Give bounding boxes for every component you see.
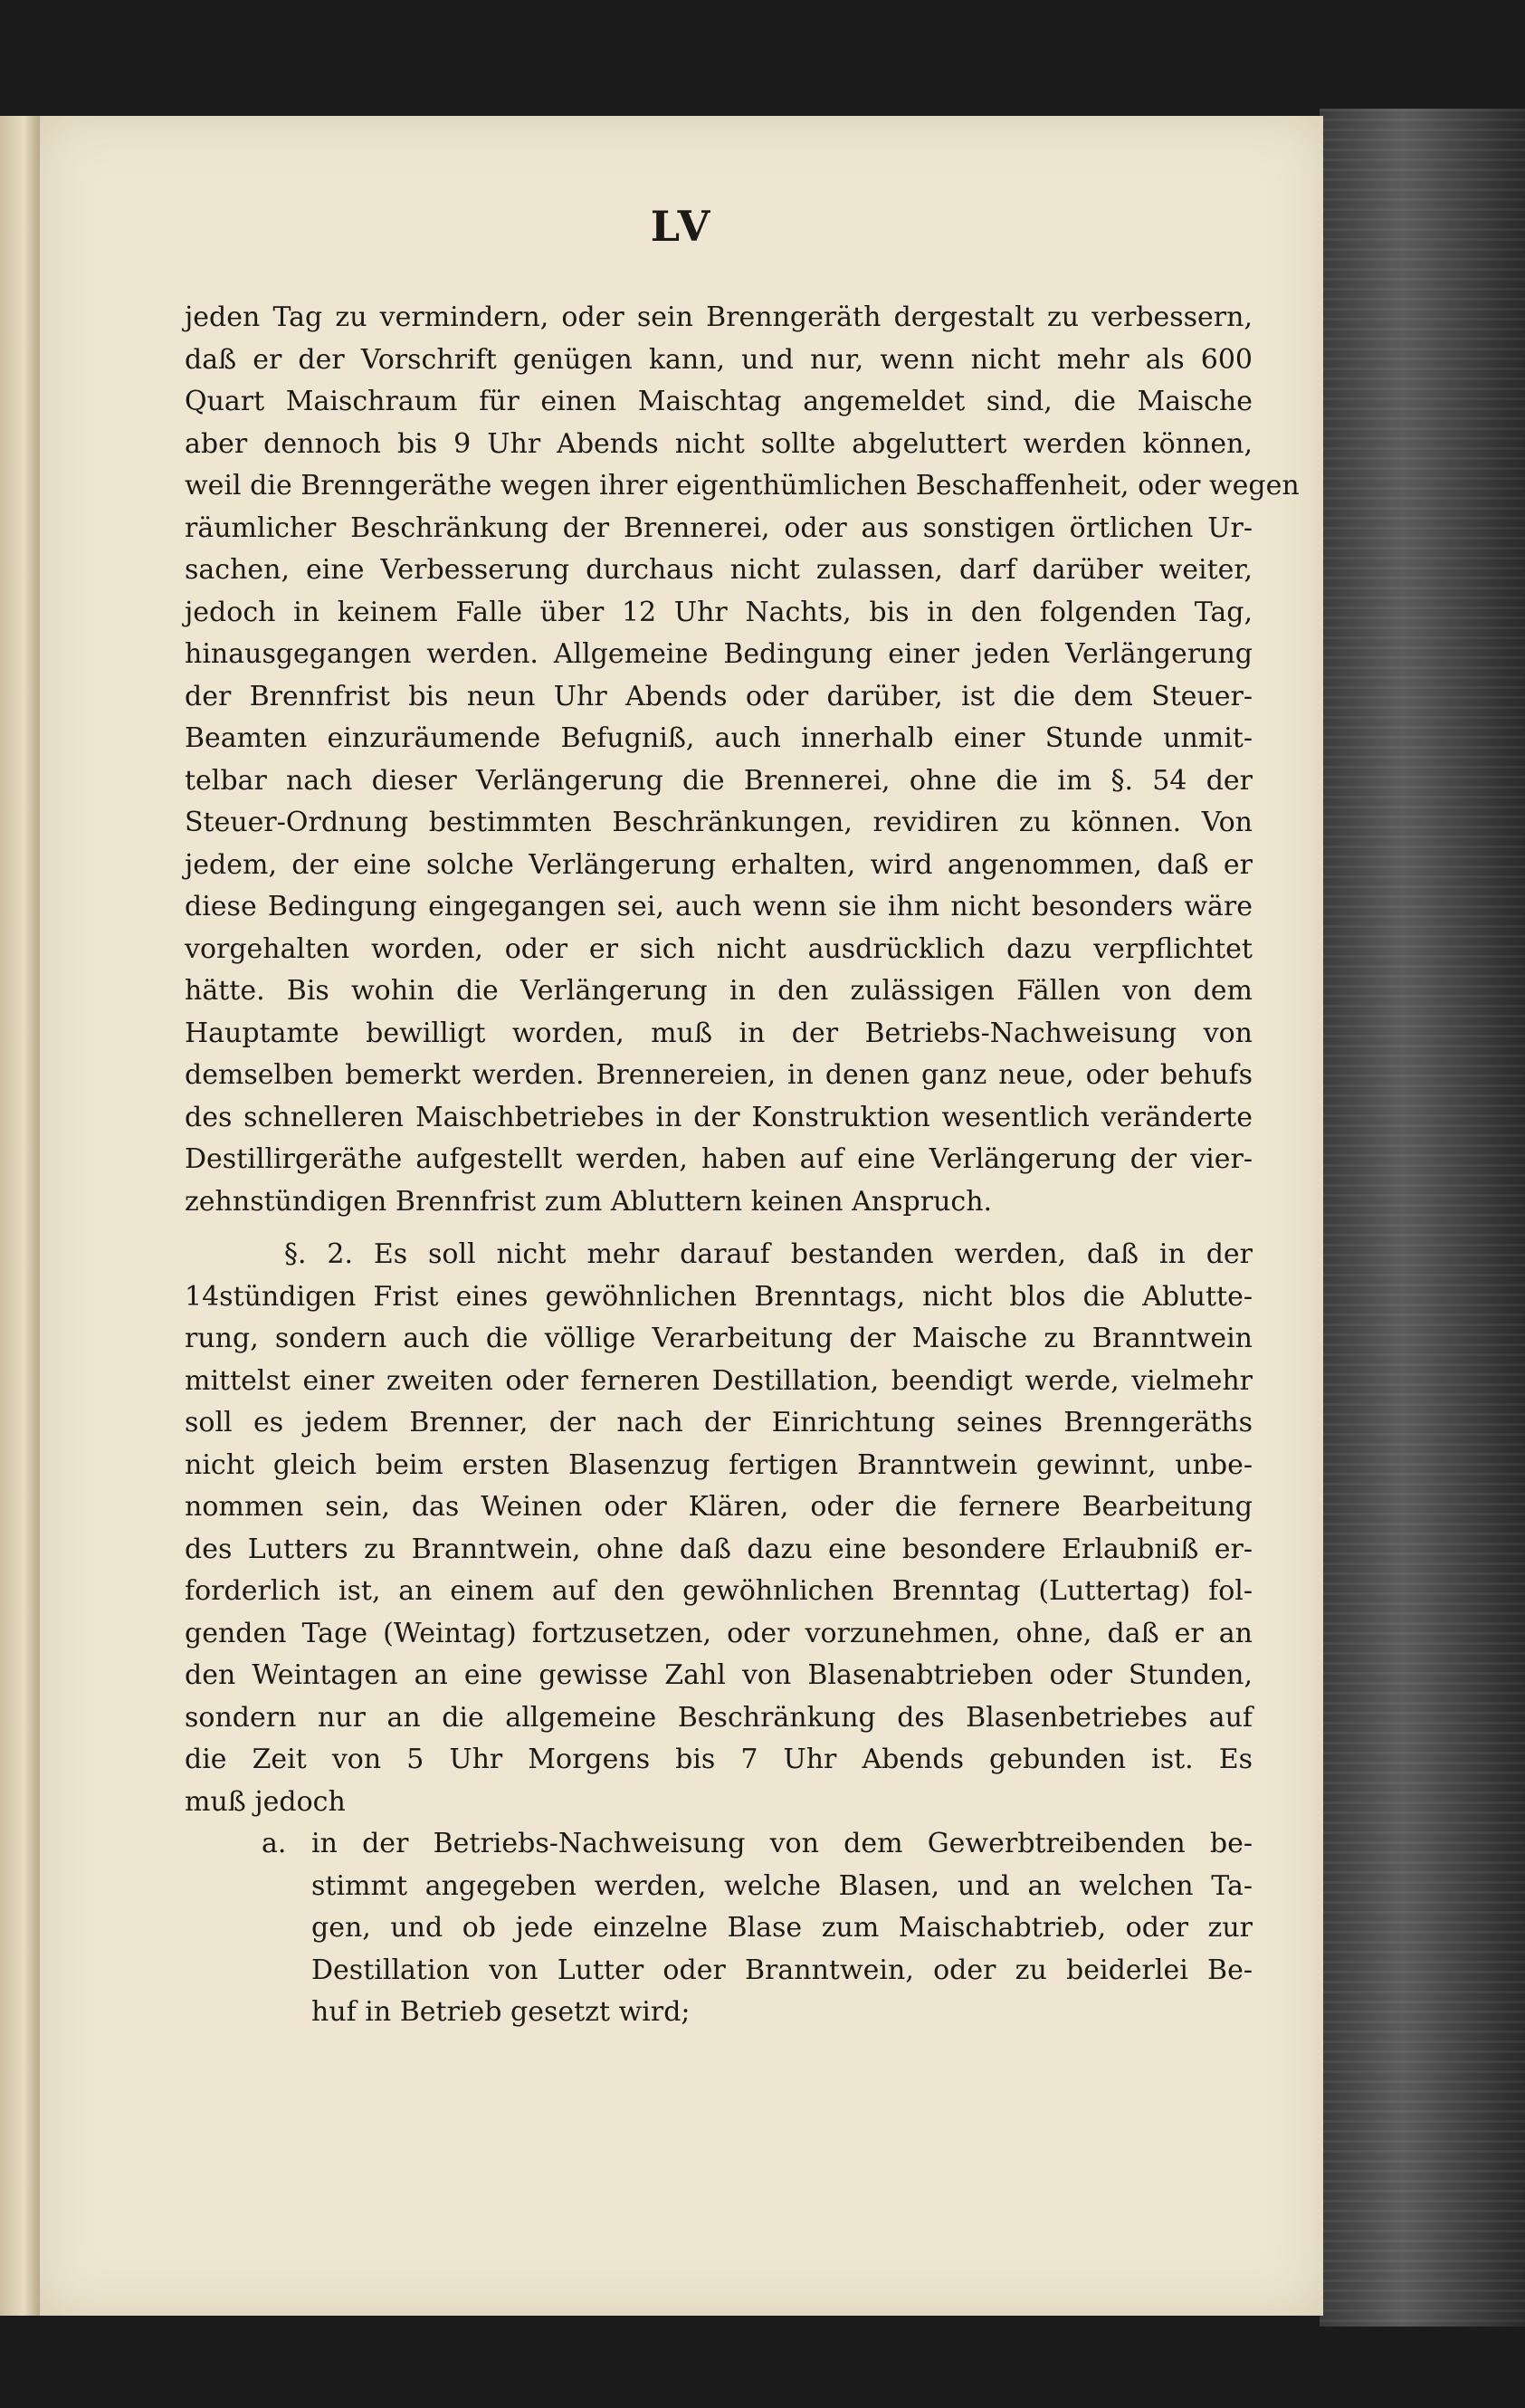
text-line: jeden Tag zu vermindern, oder sein Brenngeräth dergestalt zu verbessern, <box>185 301 1253 333</box>
text-line: jedoch in keinem Falle über 12 Uhr Nachts, bis in den folgenden Tag, <box>185 596 1253 628</box>
item-line: gen, und ob jede einzelne Blase zum Maischabtrieb, oder zur <box>311 1912 1253 1944</box>
left-page-edge <box>0 116 40 2316</box>
item-line: stimmt angegeben werden, welche Blasen, und an welchen Ta- <box>311 1869 1253 1902</box>
text-line: vorgehalten worden, oder er sich nicht ausdrücklich dazu verpflichtet <box>185 932 1253 965</box>
text-line: der Brennfrist bis neun Uhr Abends oder darüber, ist die dem Steuer- <box>185 680 1253 712</box>
item-marker: a. <box>262 1828 287 1859</box>
text-line: hätte. Bis wohin die Verlängerung in den zulässigen Fällen von dem <box>185 975 1253 1007</box>
text-line: den Weintagen an eine gewisse Zahl von Blasenabtrieben oder Stunden, <box>185 1659 1253 1691</box>
item-line: Destillation von Lutter oder Branntwein, oder zu beiderlei Be- <box>311 1954 1253 1986</box>
text-block <box>185 297 1300 2034</box>
text-line: jedem, der eine solche Verlängerung erhalten, wird angenommen, daß er <box>185 848 1253 881</box>
book-page <box>40 116 1323 2316</box>
text-line: §. 2. Es soll nicht mehr darauf bestanden werden, daß in der <box>284 1238 1253 1270</box>
text-line: rung, sondern auch die völlige Verarbeitung der Maische zu Branntwein <box>185 1323 1253 1354</box>
item-line: huf in Betrieb gesetzt wird; <box>311 1996 691 2028</box>
text-line: daß er der Vorschrift genügen kann, und nur, wenn nicht mehr als 600 <box>185 343 1253 376</box>
text-line: weil die Brenngeräthe wegen ihrer eigenthümlichen Beschaffenheit, oder wegen <box>185 470 1300 502</box>
text-line: Hauptamte bewilligt worden, muß in der Betriebs-Nachweisung von <box>185 1017 1253 1049</box>
text-line: zehnstündigen Brennfrist zum Abluttern keinen Anspruch. <box>185 1185 993 1218</box>
item-text: in der Betriebs-Nachweisung von dem Gewerbtreibenden be- <box>311 1828 1253 1859</box>
text-line: des schnelleren Maischbetriebes in der Konstruktion wesentlich veränderte <box>185 1101 1253 1133</box>
paragraph-1 <box>185 297 1300 1223</box>
text-line: muß jedoch <box>185 1785 346 1818</box>
text-line: Beamten einzuräumende Befugniß, auch innerhalb einer Stunde unmit- <box>185 722 1253 754</box>
text-line: telbar nach dieser Verlängerung die Brennerei, ohne die im §. 54 der <box>185 764 1253 797</box>
text-line: nicht gleich beim ersten Blasenzug fertigen Branntwein gewinnt, unbe- <box>185 1448 1253 1481</box>
text-line: aber dennoch bis 9 Uhr Abends nicht sollte abgeluttert werden können, <box>185 427 1253 460</box>
text-line: sondern nur an die allgemeine Beschränkung des Blasenbetriebes auf <box>185 1701 1253 1734</box>
item-line <box>262 1823 1253 1866</box>
text-line: Destillirgeräthe aufgestellt werden, haben auf eine Verlängerung der vier- <box>185 1143 1253 1175</box>
text-line: Steuer-Ordnung bestimmten Beschränkungen, revidiren zu können. Von <box>185 807 1253 838</box>
text-line: Quart Maischraum für einen Maischtag angemeldet sind, die Maische <box>185 386 1253 417</box>
text-line: soll es jedem Brenner, der nach der Einrichtung seines Brenngeräths <box>185 1407 1253 1438</box>
text-line: demselben bemerkt werden. Brennereien, in denen ganz neue, oder behufs <box>185 1059 1253 1091</box>
text-line: hinausgegangen werden. Allgemeine Bedingung einer jeden Verlängerung <box>185 638 1253 670</box>
page-number: LV <box>650 202 713 251</box>
paragraph-2 <box>185 1234 1253 1823</box>
text-line: diese Bedingung eingegangen sei, auch wenn sie ihm nicht besonders wäre <box>185 891 1253 922</box>
text-line: forderlich ist, an einem auf den gewöhnlichen Brenntag (Luttertag) fol- <box>185 1575 1253 1607</box>
text-line: mittelst einer zweiten oder ferneren Destillation, beendigt werde, vielmehr <box>185 1364 1253 1397</box>
text-line: nommen sein, das Weinen oder Klären, oder die fernere Bearbeitung <box>185 1491 1253 1523</box>
text-line: räumlicher Beschränkung der Brennerei, oder aus sonstigen örtlichen Ur- <box>185 511 1253 544</box>
text-line: die Zeit von 5 Uhr Morgens bis 7 Uhr Abends gebunden ist. Es <box>185 1744 1253 1775</box>
text-line: des Lutters zu Branntwein, ohne daß dazu eine besondere Erlaubniß er- <box>185 1533 1253 1565</box>
text-line: sachen, eine Verbesserung durchaus nicht zulassen, darf darüber weiter, <box>185 554 1253 586</box>
list-item-a <box>185 1823 1253 2034</box>
book-cover-edge <box>1320 109 1525 2327</box>
text-line: genden Tage (Weintag) fortzusetzen, oder vorzunehmen, ohne, daß er an <box>185 1617 1253 1649</box>
text-line: 14stündigen Frist eines gewöhnlichen Brenntags, nicht blos die Ablutte- <box>185 1280 1253 1313</box>
